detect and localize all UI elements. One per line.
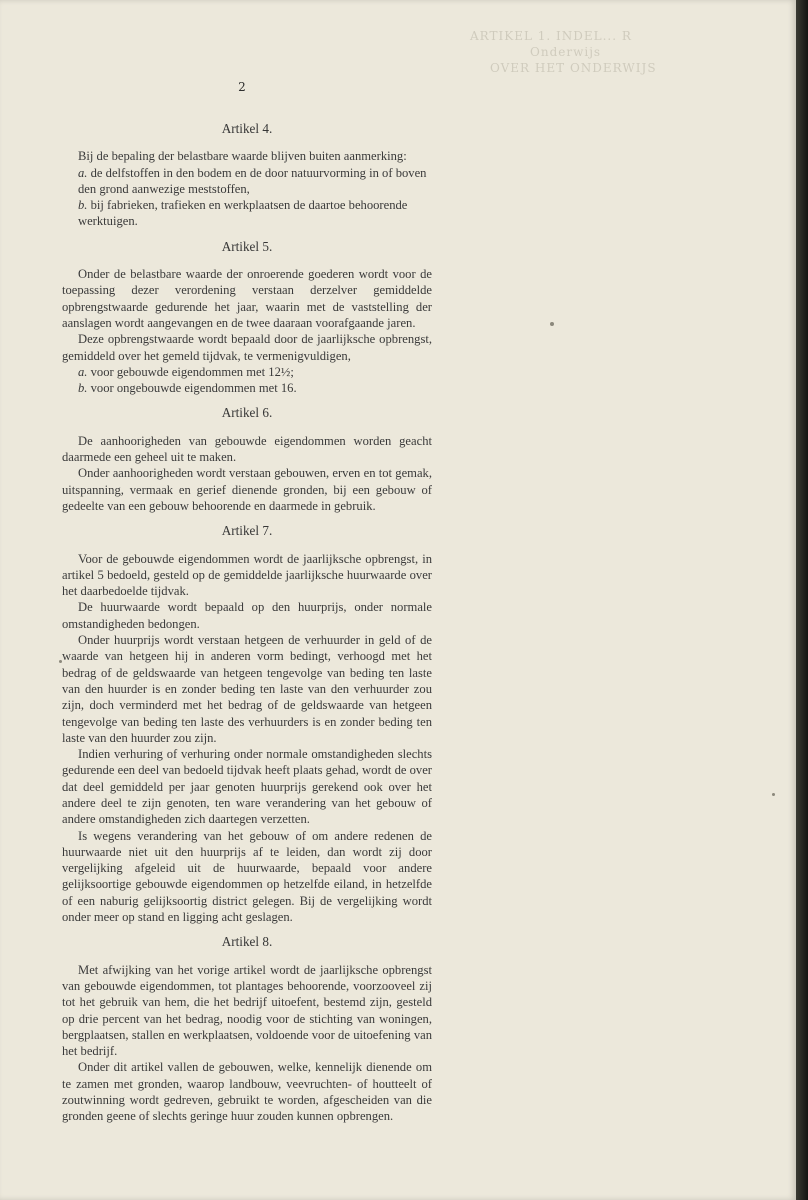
item-text: voor gebouwde eigendommen met 12½; <box>90 364 294 379</box>
paragraph: Deze opbrengstwaarde wordt bepaald door de jaarlijksche opbrengst, gemiddeld over het gemeld tijdvak, te vermenigvuldigen, <box>62 332 432 363</box>
item-label: b. <box>78 198 88 213</box>
ink-spot <box>772 793 775 796</box>
paragraph: Indien verhuring of verhuring onder normale omstandigheden slechts gedurende een deel van bedoeld tijdvak heeft plaats gehad, wordt de over dat deel gemiddeld per jaar genoten huurprijs gerekend ook over het andere deel te zijn genoten, ten ware verandering van het gebouw of andere omstandigheden zich daartegen verzetten. <box>62 747 432 827</box>
list-item <box>62 364 432 380</box>
paragraph: Bij de bepaling der belastbare waarde blijven buiten aanmerking: <box>78 149 407 164</box>
item-text: voor ongebouwde eigendommen met 16. <box>90 381 297 396</box>
bleed-line: Onderwijs <box>530 45 602 59</box>
item-text: de delfstoffen in den bodem en de door natuurvorming in of boven den grond aanwezige meststoffen, <box>78 165 427 196</box>
bleed-through-text <box>470 28 657 76</box>
paragraph: Onder de belastbare waarde der onroerende goederen wordt voor de toepassing dezer verordening verstaan derzelver gemiddelde opbrengstwaarde gedurende het jaar, waarin met de vaststelling der aanslagen wordt aangevangen en de twee daaraan voorafgaande jaren. <box>62 267 432 330</box>
item-label: a. <box>78 165 88 180</box>
list-item <box>62 165 432 198</box>
paragraph: Onder huurprijs wordt verstaan hetgeen de verhuurder in geld of de waarde van hetgeen hij in anderen vorm bedingt, verhoogd met het bedrag of de geldswaarde van hetgeen tengevolge van beding ten laste van den huurder is en zonder beding ten laste van den verhuurder zou zijn, doch verminderd met het bedrag of de geldswaarde van hetgeen tengevolge van beding ten laste des verhuurders is en zonder beding ten laste van den huurder zou zijn. <box>62 633 432 745</box>
paragraph: De aanhoorigheden van gebouwde eigendommen worden geacht daarmede een geheel uit te maken. <box>62 433 432 465</box>
bleed-line: ARTIKEL 1. INDEL... R <box>470 29 632 43</box>
article-heading: Artikel 5. <box>221 238 273 254</box>
paragraph: Is wegens verandering van het gebouw of om andere redenen de huurwaarde niet uit den huurprijs af te leiden, dan wordt zij door vergelijking afgeleid uit de huurwaarde, bepaald voor andere gelijksoortige gebouwde eigendommen op hetzelfde eiland, in hetzelfde of een naburig gelijksoortig district gelegen. Bij de vergelijking wordt onder meer op stand en ligging acht geslagen. <box>62 828 432 925</box>
article-5 <box>62 239 432 397</box>
article-6 <box>62 405 432 514</box>
bleed-line: OVER HET ONDERWIJS <box>490 61 657 75</box>
item-label: a. <box>78 364 88 379</box>
list-item <box>62 380 432 396</box>
article-7 <box>62 523 432 925</box>
list-item <box>62 197 432 230</box>
scan-edge <box>796 0 808 1200</box>
paragraph: Onder dit artikel vallen de gebouwen, welke, kennelijk dienende om te zamen met gronden, waarop landbouw, veevruchten- of houtteelt of zoutwinning wordt gedreven, gebruikt te worden, afgescheiden van die gronden geene of slechts geringe huur zouden kunnen opbrengen. <box>62 1060 432 1124</box>
article-heading: Artikel 6. <box>221 405 273 421</box>
article-heading: Artikel 7. <box>221 523 273 539</box>
article-8 <box>62 934 432 1124</box>
paragraph: Voor de gebouwde eigendommen wordt de jaarlijksche opbrengst, in artikel 5 bedoeld, gesteld op de gemiddelde jaarlijksche huurwaarde over het daarbedoelde tijdvak. <box>62 551 432 599</box>
paragraph: Met afwijking van het vorige artikel wordt de jaarlijksche opbrengst van gebouwde eigendommen, tot plantages behoorende, voorzooveel zij tot het gebruik van hem, die het bedrijf uitoefent, bestemd zijn, gesteld op drie percent van het bedrag, noodig voor de stichting van woningen, bergplaatsen, stallen en werkplaatsen, voldoende voor de uitoefening van het bedrijf. <box>62 962 432 1059</box>
item-label: b. <box>78 381 88 396</box>
paragraph: Onder aanhoorigheden wordt verstaan gebouwen, erven en tot gemak, uitspanning, vermaak en gerief dienende gronden, bij een gebouw of gedeelte van een gebouw behoorende en daarmede in gebruik. <box>62 466 432 513</box>
article-heading: Artikel 8. <box>221 934 273 950</box>
paragraph: De huurwaarde wordt bepaald op den huurprijs, onder normale omstandigheden bedongen. <box>62 600 432 631</box>
item-text: bij fabrieken, trafieken en werkplaatsen de daartoe behoorende werktuigen. <box>78 198 408 229</box>
page-number: 2 <box>238 80 246 94</box>
article-heading: Artikel 4. <box>221 121 273 136</box>
document-body <box>62 112 432 1125</box>
ink-spot <box>550 322 554 326</box>
article-4 <box>62 121 432 230</box>
